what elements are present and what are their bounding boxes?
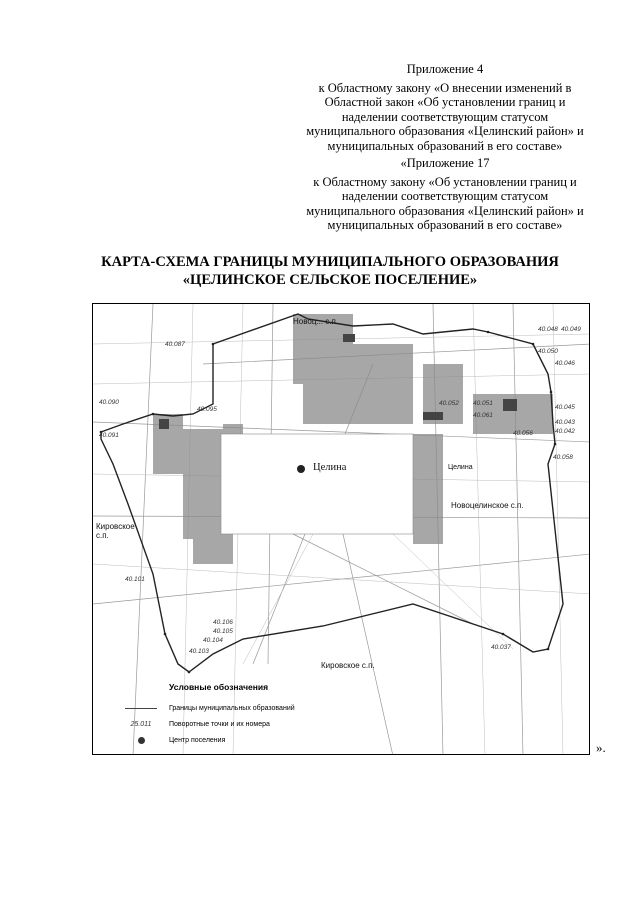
point-number: 40.103: [189, 648, 209, 655]
point-number: 40.049: [561, 326, 581, 333]
annex-17-header: [300, 156, 590, 233]
annex-line: муниципальных образований в его составе»: [327, 138, 563, 153]
title-line-1: КАРТА-СХЕМА ГРАНИЦЫ МУНИЦИПАЛЬНОГО ОБРАЗОВАНИЯ: [101, 254, 559, 270]
point-number: 40.095: [197, 406, 217, 413]
legend-heading: Условные обозначения: [169, 682, 269, 692]
boundary-map: [92, 303, 590, 755]
title-line-2: «ЦЕЛИНСКОЕ СЕЛЬСКОЕ ПОСЕЛЕНИЕ»: [182, 272, 478, 288]
annex-line: муниципального образования «Целинский район» и: [306, 124, 584, 138]
closing-quote: ».: [596, 740, 606, 755]
annex-heading: Приложение 4: [406, 62, 484, 76]
legend-item-center: [121, 732, 371, 748]
center-dot-icon: [121, 735, 161, 745]
point-number: 40.052: [439, 400, 459, 407]
point-number: 40.101: [125, 576, 145, 583]
point-number: 40.087: [165, 341, 185, 348]
annex-4-header: [300, 62, 590, 153]
boundary-line-icon: [121, 703, 161, 713]
point-number: 40.046: [555, 360, 575, 367]
annex17-line: к Областному закону «Об установлении границ и: [313, 174, 577, 189]
point-number: 40.037: [491, 644, 511, 651]
settlement-center-marker: [297, 465, 305, 473]
point-number: 40.104: [203, 637, 223, 644]
point-number: 40.091: [99, 432, 119, 439]
inset-label: Целина: [448, 464, 473, 471]
point-number: 40.105: [213, 628, 233, 635]
point-number: 40.045: [555, 404, 575, 411]
point-number: 40.061: [473, 412, 493, 419]
point-number: 40.056: [513, 430, 533, 437]
point-number: 40.051: [473, 400, 493, 407]
annex17-line: муниципального образования «Целинский район» и: [306, 203, 584, 218]
point-number: 40.050: [538, 348, 558, 355]
legend-item-turning-points: [121, 716, 371, 732]
point-number: 40.042: [555, 428, 575, 435]
annex17-line: муниципальных образований в его составе»: [327, 218, 563, 232]
legend-item-label: Поворотные точки и их номера: [169, 720, 270, 728]
neighbor-west-label: Кировское с.п.: [96, 522, 135, 540]
neighbor-north-label: Новоц... с.п.: [293, 317, 339, 326]
point-number: 40.058: [553, 454, 573, 461]
legend-item-label: Центр поселения: [169, 736, 226, 744]
point-number: 40.106: [213, 619, 233, 626]
legend-item-boundary: [121, 700, 371, 716]
legend-item-label: Границы муниципальных образований: [169, 704, 295, 712]
point-number: 40.048: [538, 326, 558, 333]
point-number-sample: [121, 719, 161, 729]
neighbor-east-label: Новоцелинское с.п.: [451, 501, 524, 510]
neighbor-south-label: Кировское с.п.: [321, 661, 375, 670]
annex-line: к Областному закону «О внесении изменений в: [318, 80, 572, 95]
annex17-line: наделении соответствующим статусом: [341, 189, 549, 203]
annex-line: Областной закон «Об установлении границ и: [324, 95, 566, 109]
legend-sample-number: 25.011: [130, 720, 152, 728]
point-number: 40.090: [99, 399, 119, 406]
annex-line: наделении соответствующим статусом: [341, 109, 549, 124]
settlement-center-label: Целина: [313, 462, 347, 473]
document-title: [60, 253, 600, 289]
map-legend: [121, 682, 371, 748]
point-number: 40.043: [555, 419, 575, 426]
annex17-heading: «Приложение 17: [400, 156, 490, 170]
